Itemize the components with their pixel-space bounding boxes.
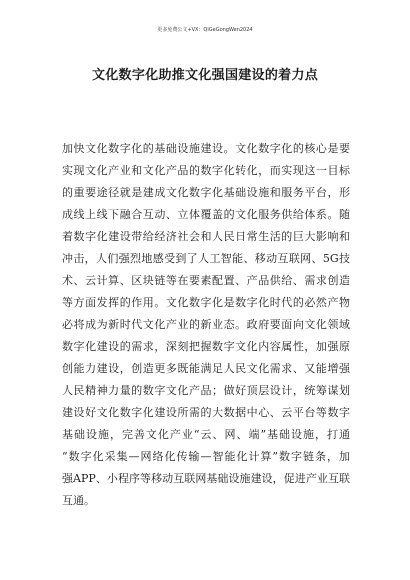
paragraph-line: 强APP、小程序等移动互联网基础设施建设，促进产业互联 bbox=[62, 472, 350, 485]
paragraph-line: 等方面发挥的作用。文化数字化是数字化时代的必然产物 bbox=[62, 296, 350, 309]
header-note: 更多免费公文+VX：QiGeGongWen2024 bbox=[157, 27, 253, 33]
document-title: 文化数字化助推文化强国建设的着力点 bbox=[91, 68, 319, 83]
paragraph-line: “数字化采集—网络化传输—智能化计算”数字链条，加 bbox=[62, 450, 350, 463]
paragraph-line: 创能力建设，创造更多既能满足人民文化需求、又能增强 bbox=[62, 362, 350, 375]
paragraph-line: 人民精神力量的数字文化产品；做好顶层设计，统筹谋划 bbox=[62, 384, 350, 397]
paragraph-line: 数字化建设的需求，深刻把握数字文化内容属性，加强原 bbox=[62, 340, 350, 353]
paragraph-line: 必将成为新时代文化产业的新业态。政府要面向文化领域 bbox=[62, 318, 350, 331]
paragraph-line: 互通。 bbox=[62, 494, 95, 507]
paragraph-line: 实现文化产业和文化产品的数字化转化，而实现这一目标 bbox=[62, 164, 350, 177]
paragraph-line: 成线上线下融合互动、立体覆盖的文化服务供给体系。随 bbox=[62, 208, 350, 221]
paragraph-line: 加快文化数字化的基础设施建设。文化数字化的核心是要 bbox=[62, 142, 350, 155]
paragraph-line: 术、云计算、区块链等在要素配置、产品供给、需求创造 bbox=[62, 274, 350, 287]
paragraph-line: 建设好文化数字化建设所需的大数据中心、云平台等数字 bbox=[62, 406, 350, 419]
paragraph-line: 冲击，人们强烈地感受到了人工智能、移动互联网、5G技 bbox=[62, 252, 350, 265]
paragraph-line: 着数字化建设带给经济社会和人民日常生活的巨大影响和 bbox=[62, 230, 350, 243]
paragraph-line: 的重要途径就是建成文化数字化基础设施和服务平台，形 bbox=[62, 186, 350, 199]
paragraph-line: 基础设施，完善文化产业“云、网、端”基础设施，打通 bbox=[62, 428, 350, 441]
body-paragraph bbox=[62, 138, 350, 512]
